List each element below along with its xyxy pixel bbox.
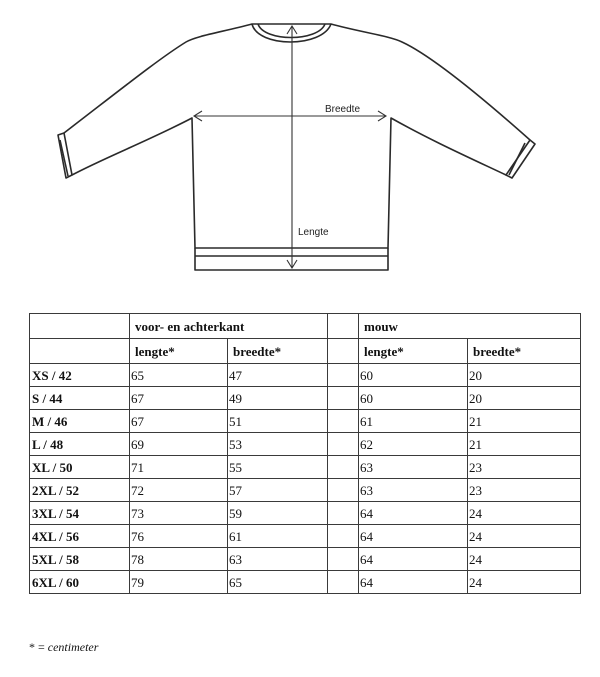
- table-row: [30, 364, 581, 387]
- group-header-row: [30, 314, 581, 339]
- front-lengte-cell: 71: [130, 456, 228, 479]
- table-row: [30, 410, 581, 433]
- front-breedte-cell: 63: [228, 548, 328, 571]
- front-breedte-cell: 53: [228, 433, 328, 456]
- sleeve-breedte-cell: 23: [468, 479, 581, 502]
- breedte-label: Breedte: [325, 104, 361, 115]
- front-lengte-cell: 79: [130, 571, 228, 594]
- size-cell: 6XL / 60: [30, 571, 130, 594]
- table-row: [30, 456, 581, 479]
- gap-cell: [328, 502, 359, 525]
- size-cell: L / 48: [30, 433, 130, 456]
- column-header-row: [30, 339, 581, 364]
- front-lengte-cell: 65: [130, 364, 228, 387]
- table-row: [30, 502, 581, 525]
- front-breedte-cell: 59: [228, 502, 328, 525]
- front-breedte-header: breedte*: [228, 339, 328, 364]
- gap-cell: [328, 525, 359, 548]
- sleeve-lengte-cell: 62: [359, 433, 468, 456]
- gap-cell: [328, 433, 359, 456]
- sleeve-breedte-cell: 24: [468, 525, 581, 548]
- front-lengte-cell: 73: [130, 502, 228, 525]
- size-cell: 5XL / 58: [30, 548, 130, 571]
- front-breedte-cell: 55: [228, 456, 328, 479]
- table-row: [30, 387, 581, 410]
- front-lengte-cell: 76: [130, 525, 228, 548]
- sleeve-lengte-cell: 60: [359, 364, 468, 387]
- front-lengte-header: lengte*: [130, 339, 228, 364]
- group-front-back: voor- en achterkant: [130, 314, 328, 339]
- sleeve-lengte-cell: 64: [359, 548, 468, 571]
- sleeve-breedte-cell: 24: [468, 502, 581, 525]
- gap-cell: [328, 548, 359, 571]
- footnote-unit: centimeter: [47, 640, 99, 654]
- sleeve-lengte-cell: 64: [359, 525, 468, 548]
- sleeve-breedte-cell: 21: [468, 410, 581, 433]
- footnote-star: * =: [29, 640, 48, 654]
- sleeve-lengte-cell: 63: [359, 479, 468, 502]
- table-row: [30, 479, 581, 502]
- lengte-label: Lengte: [298, 227, 329, 238]
- sleeve-breedte-cell: 21: [468, 433, 581, 456]
- front-breedte-cell: 49: [228, 387, 328, 410]
- size-cell: 4XL / 56: [30, 525, 130, 548]
- sleeve-breedte-cell: 24: [468, 548, 581, 571]
- size-cell: M / 46: [30, 410, 130, 433]
- front-breedte-cell: 51: [228, 410, 328, 433]
- gap-cell: [328, 479, 359, 502]
- front-lengte-cell: 67: [130, 387, 228, 410]
- gap-cell: [328, 339, 359, 364]
- sleeve-breedte-header: breedte*: [468, 339, 581, 364]
- front-breedte-cell: 61: [228, 525, 328, 548]
- table-row: [30, 525, 581, 548]
- size-cell: XL / 50: [30, 456, 130, 479]
- table-row: [30, 571, 581, 594]
- sleeve-lengte-cell: 64: [359, 502, 468, 525]
- front-breedte-cell: 65: [228, 571, 328, 594]
- corner-cell: [30, 339, 130, 364]
- front-lengte-cell: 67: [130, 410, 228, 433]
- sleeve-lengte-cell: 61: [359, 410, 468, 433]
- size-cell: 2XL / 52: [30, 479, 130, 502]
- front-lengte-cell: 69: [130, 433, 228, 456]
- sweater-diagram: [0, 0, 600, 290]
- sleeve-lengte-cell: 63: [359, 456, 468, 479]
- table-row: [30, 548, 581, 571]
- gap-cell: [328, 364, 359, 387]
- size-cell: 3XL / 54: [30, 502, 130, 525]
- front-lengte-cell: 78: [130, 548, 228, 571]
- sleeve-breedte-cell: 23: [468, 456, 581, 479]
- size-cell: XS / 42: [30, 364, 130, 387]
- group-sleeve: mouw: [359, 314, 581, 339]
- front-lengte-cell: 72: [130, 479, 228, 502]
- table-row: [30, 433, 581, 456]
- gap-cell: [328, 387, 359, 410]
- size-table: [29, 313, 581, 594]
- sleeve-lengte-cell: 60: [359, 387, 468, 410]
- gap-cell: [328, 314, 359, 339]
- front-breedte-cell: 47: [228, 364, 328, 387]
- sweater-outline: [58, 24, 535, 270]
- footnote: [29, 640, 98, 655]
- gap-cell: [328, 571, 359, 594]
- sleeve-breedte-cell: 24: [468, 571, 581, 594]
- front-breedte-cell: 57: [228, 479, 328, 502]
- gap-cell: [328, 410, 359, 433]
- size-cell: S / 44: [30, 387, 130, 410]
- sleeve-breedte-cell: 20: [468, 387, 581, 410]
- corner-cell: [30, 314, 130, 339]
- gap-cell: [328, 456, 359, 479]
- sleeve-lengte-cell: 64: [359, 571, 468, 594]
- sleeve-lengte-header: lengte*: [359, 339, 468, 364]
- sleeve-breedte-cell: 20: [468, 364, 581, 387]
- lengte-arrow: [287, 26, 297, 268]
